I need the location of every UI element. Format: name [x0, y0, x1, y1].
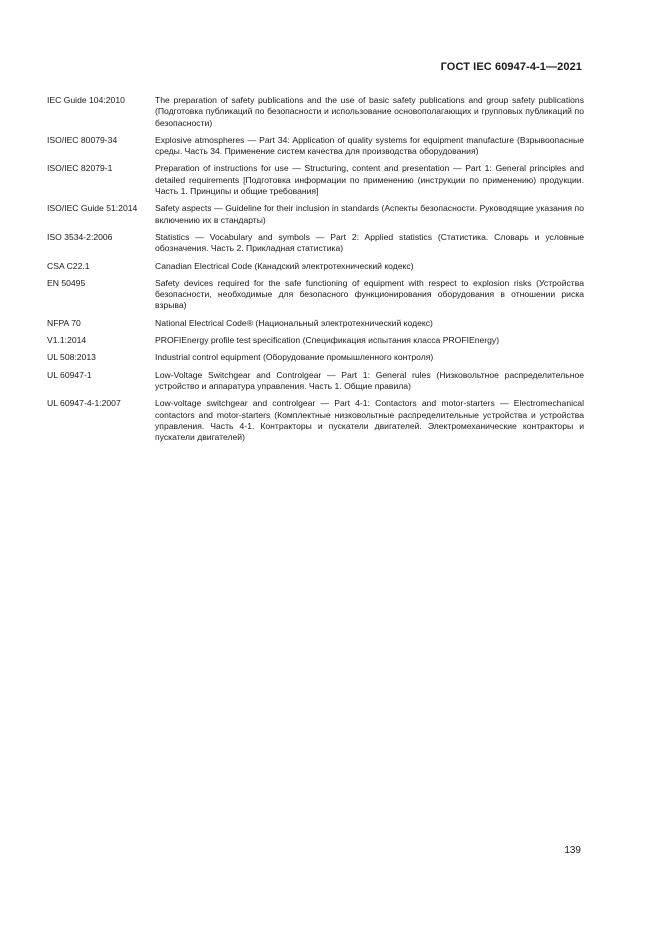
bibliography-entry [47, 352, 584, 363]
reference-code: IEC Guide 104:2010 [47, 95, 125, 105]
bibliography-entry [47, 203, 584, 226]
reference-code: NFPA 70 [47, 317, 81, 328]
reference-description: Safety devices required for the safe functioning of equipment with respect to explosion risks (Устройства безопасности, необходимые для безопасного функционирования оборудования в отношении риска взрыва) [155, 277, 584, 311]
reference-code: UL 60947-1 [47, 369, 92, 380]
reference-code: CSA C22.1 [47, 260, 90, 271]
reference-description: The preparation of safety publications and the use of basic safety publications and group safety publications (Подготовка публикаций по безопасности и использование основополагающих и групповых публикаций по безопасности) [155, 95, 584, 128]
reference-description: PROFIEnergy profile test specification (Спецификация испытания класса PROFIEnergy) [155, 335, 500, 346]
reference-code: ISO/IEC 80079-34 [47, 134, 118, 145]
reference-code: EN 50495 [47, 277, 86, 288]
bibliography-entry [47, 261, 584, 272]
reference-code: ISO/IEC Guide 51:2014 [47, 203, 138, 214]
bibliography-entry [47, 135, 584, 158]
reference-description: Canadian Electrical Code (Канадский электротехнический кодекс) [155, 260, 414, 271]
bibliography-entry [47, 398, 584, 443]
bibliography-list [47, 95, 584, 449]
reference-code: ISO 3534-2:2006 [47, 231, 113, 242]
bibliography-entry [47, 163, 584, 197]
reference-description: National Electrical Code® (Национальный электротехнический кодекс) [155, 317, 433, 328]
document-header-title: ГОСТ IEC 60947-4-1—2021 [440, 61, 582, 73]
bibliography-entry [47, 95, 584, 129]
reference-code: V1.1:2014 [47, 335, 87, 346]
reference-description: Low-voltage switchgear and controlgear — Part 4-1: Contactors and motor-starters — Electromechanical contactors and motor-starters (Комплектные низковольтные распределительные устройства и устройства управления. Часть 4-1. Контракторы и пускатели двигателей. Электромеханические контракторы и пускатели двигателей) [155, 398, 584, 443]
reference-description: Preparation of instructions for use — Structuring, content and presentation — Part 1: General principles and detailed requirements [Подготовка информации по применению (инструкции по применению) продукции. Часть 1. Принципы и общие требования] [155, 163, 584, 197]
reference-code: UL 508:2013 [47, 352, 96, 363]
bibliography-entry [47, 232, 584, 255]
reference-code: ISO/IEC 82079-1 [47, 163, 113, 174]
bibliography-entry [47, 318, 584, 329]
bibliography-entry [47, 335, 584, 346]
reference-description: Explosive atmospheres — Part 34: Application of quality systems for equipment manufacture (Взрывоопасные среды. Часть 34. Применение систем качества для производства оборудования) [155, 134, 584, 157]
reference-code: UL 60947-4-1:2007 [47, 398, 121, 409]
reference-description: Statistics — Vocabulary and symbols — Part 2: Applied statistics (Статистика. Словарь и условные обозначения. Часть 2. Прикладная статистика) [155, 231, 584, 254]
reference-description: Industrial control equipment (Оборудование промышленного контроля) [155, 352, 434, 363]
bibliography-entry [47, 370, 584, 393]
reference-description: Low-Voltage Switchgear and Controlgear — Part 1: General rules (Низковольтное распределительное устройство и аппаратура управления. Часть 1. Общие правила) [155, 369, 584, 391]
reference-description: Safety aspects — Guideline for their inclusion in standards (Аспекты безопасности. Руководящие указания по включению их в стандарты) [155, 203, 584, 225]
bibliography-entry [47, 278, 584, 312]
page-number: 139 [564, 845, 581, 856]
